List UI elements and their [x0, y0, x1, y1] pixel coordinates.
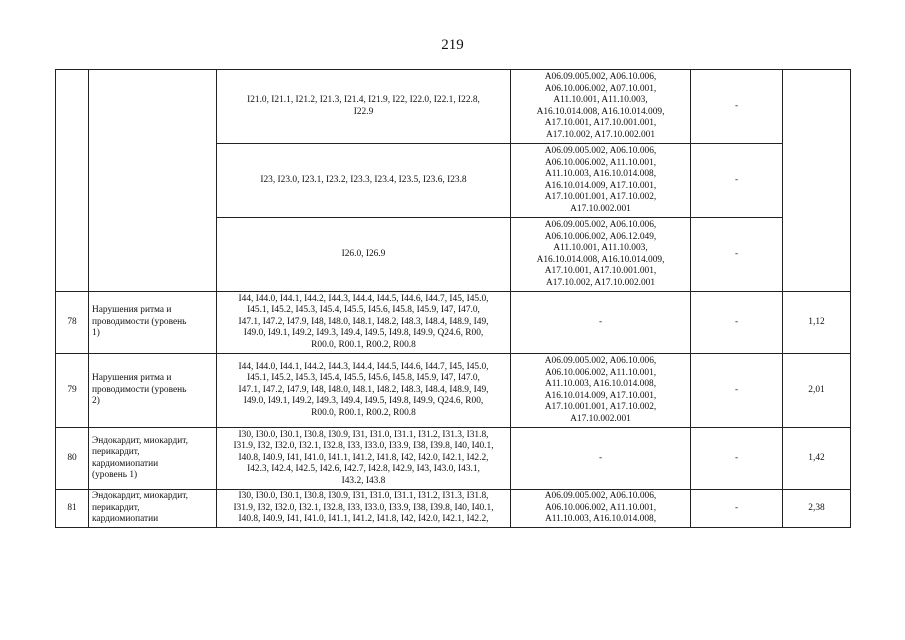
group-name-cell: Нарушения ритма и проводимости (уровень 1)	[89, 292, 217, 354]
additional-criteria-cell: -	[691, 292, 783, 354]
service-codes-cell: A06.09.005.002, A06.10.006, A06.10.006.002, A11.10.001, A11.10.003, A16.10.014.008, A16.10.014.009, A17.10.001, A17.10.001.001, A17.10.002, A17.10.002.001	[511, 144, 691, 218]
table-row	[56, 354, 851, 428]
service-codes-cell: A06.09.005.002, A06.10.006, A06.10.006.002, A11.10.001, A11.10.003, A16.10.014.008,	[511, 490, 691, 528]
coefficient-cell	[783, 70, 851, 292]
service-codes-cell: -	[511, 428, 691, 490]
additional-criteria-cell: -	[691, 144, 783, 218]
row-number-cell	[56, 70, 89, 292]
service-codes-cell: A06.09.005.002, A06.10.006, A06.10.006.002, A11.10.001, A11.10.003, A16.10.014.008, A16.10.014.009, A17.10.001, A17.10.001.001, A17.10.002, A17.10.002.001	[511, 354, 691, 428]
service-codes-cell: -	[511, 292, 691, 354]
icd-codes-cell: I23, I23.0, I23.1, I23.2, I23.3, I23.4, I23.5, I23.6, I23.8	[217, 144, 511, 218]
service-codes-cell: A06.09.005.002, A06.10.006, A06.10.006.002, A06.12.049, A11.10.001, A11.10.003, A16.10.014.008, A16.10.014.009, A17.10.001, A17.10.001.001, A17.10.002, A17.10.002.001	[511, 218, 691, 292]
page-number: 219	[441, 37, 464, 53]
service-codes-cell: A06.09.005.002, A06.10.006, A06.10.006.002, A07.10.001, A11.10.001, A11.10.003, A16.10.014.008, A16.10.014.009, A17.10.001, A17.10.001.001, A17.10.002, A17.10.002.001	[511, 70, 691, 144]
additional-criteria-cell: -	[691, 218, 783, 292]
group-name-cell: Эндокардит, миокардит, перикардит, кардиомиопатии (уровень 1)	[89, 428, 217, 490]
additional-criteria-cell: -	[691, 490, 783, 528]
table-row	[56, 292, 851, 354]
icd-codes-cell: I44, I44.0, I44.1, I44.2, I44.3, I44.4, I44.5, I44.6, I44.7, I45, I45.0, I45.1, I45.2, I45.3, I45.4, I45.5, I45.6, I45.8, I45.9, I47, I47.0, I47.1, I47.2, I47.9, I48, I48.0, I48.1, I48.2, I48.3, I48.4, I48.9, I49, I49.0, I49.1, I49.2, I49.3, I49.4, I49.5, I49.8, I49.9, Q24.6, R00, R00.0, R00.1, R00.2, R00.8	[217, 292, 511, 354]
table-row	[56, 428, 851, 490]
additional-criteria-cell: -	[691, 354, 783, 428]
row-number-cell: 80	[56, 428, 89, 490]
coefficient-cell: 1,12	[783, 292, 851, 354]
icd-codes-cell: I44, I44.0, I44.1, I44.2, I44.3, I44.4, I44.5, I44.6, I44.7, I45, I45.0, I45.1, I45.2, I45.3, I45.4, I45.5, I45.6, I45.8, I45.9, I47, I47.0, I47.1, I47.2, I47.9, I48, I48.0, I48.1, I48.2, I48.3, I48.4, I48.9, I49, I49.0, I49.1, I49.2, I49.3, I49.4, I49.5, I49.8, I49.9, Q24.6, R00, R00.0, R00.1, R00.2, R00.8	[217, 354, 511, 428]
additional-criteria-cell: -	[691, 70, 783, 144]
table-row	[56, 490, 851, 528]
additional-criteria-cell: -	[691, 428, 783, 490]
row-number-cell: 79	[56, 354, 89, 428]
group-name-cell	[89, 70, 217, 292]
icd-codes-cell: I21.0, I21.1, I21.2, I21.3, I21.4, I21.9, I22, I22.0, I22.1, I22.8, I22.9	[217, 70, 511, 144]
coefficient-cell: 1,42	[783, 428, 851, 490]
group-name-cell: Нарушения ритма и проводимости (уровень 2)	[89, 354, 217, 428]
tariff-table	[55, 69, 851, 528]
icd-codes-cell: I30, I30.0, I30.1, I30.8, I30.9, I31, I31.0, I31.1, I31.2, I31.3, I31.8, I31.9, I32, I32.0, I32.1, I32.8, I33, I33.0, I33.9, I38, I39.8, I40, I40.1, I40.8, I40.9, I41, I41.0, I41.1, I41.2, I41.8, I42, I42.0, I42.1, I42.2, I42.3, I42.4, I42.5, I42.6, I42.7, I42.8, I42.9, I43, I43.0, I43.1, I43.2, I43.8	[217, 428, 511, 490]
coefficient-cell: 2,01	[783, 354, 851, 428]
row-number-cell: 78	[56, 292, 89, 354]
icd-codes-cell: I30, I30.0, I30.1, I30.8, I30.9, I31, I31.0, I31.1, I31.2, I31.3, I31.8, I31.9, I32, I32.0, I32.1, I32.8, I33, I33.0, I33.9, I38, I39.8, I40, I40.1, I40.8, I40.9, I41, I41.0, I41.1, I41.2, I41.8, I42, I42.0, I42.1, I42.2,	[217, 490, 511, 528]
table-row	[56, 70, 851, 144]
group-name-cell: Эндокардит, миокардит, перикардит, кардиомиопатии	[89, 490, 217, 528]
icd-codes-cell: I26.0, I26.9	[217, 218, 511, 292]
row-number-cell: 81	[56, 490, 89, 528]
coefficient-cell: 2,38	[783, 490, 851, 528]
